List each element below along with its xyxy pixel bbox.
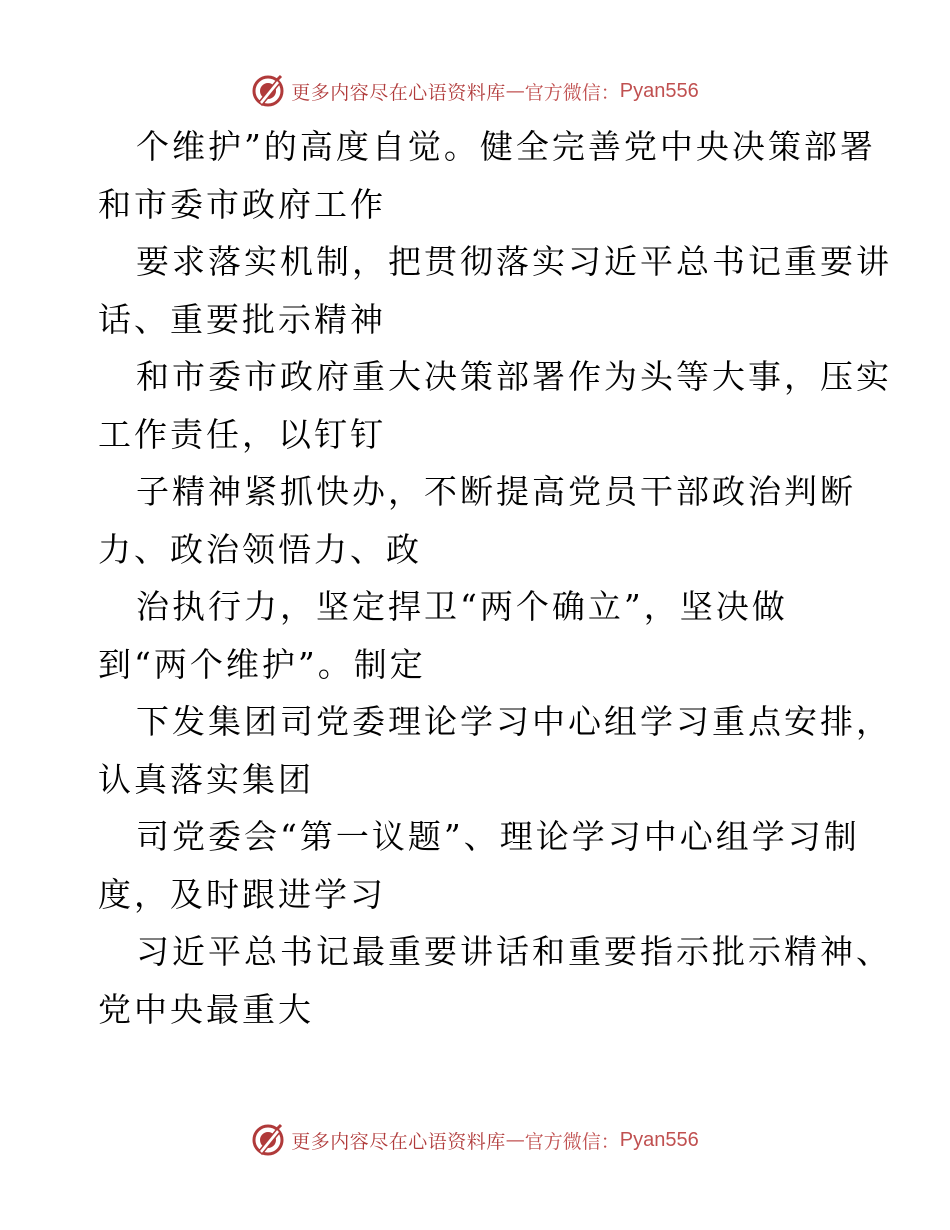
watermark-main-text: 更多内容尽在心语资料库 — [291, 1130, 506, 1153]
pen-logo-icon — [251, 1123, 285, 1157]
text-line: 要求落实机制，把贯彻落实习近平总书记重要讲 — [136, 242, 892, 281]
footer-watermark — [0, 1120, 950, 1160]
text-line: 话、重要批示精神 — [98, 299, 386, 339]
text-line: 司党委会“第一议题”、理论学习中心组学习制 — [136, 817, 860, 856]
text-line: 认真落实集团 — [98, 759, 314, 799]
watermark-wechat-id: Pyan556 — [619, 1128, 699, 1151]
text-line: 力、政治领悟力、政 — [98, 529, 422, 569]
text-line: 下发集团司党委理论学习中心组学习重点安排， — [136, 702, 892, 741]
watermark-main-text: 更多内容尽在心语资料库 — [291, 81, 506, 104]
text-line: 到“两个维护”。制定 — [98, 644, 426, 684]
text-line: 子精神紧抓快办，不断提高党员干部政治判断 — [136, 472, 856, 511]
watermark-dash: — — [505, 1129, 525, 1151]
text-line: 和市委市政府工作 — [98, 184, 386, 224]
watermark-dash: — — [505, 80, 525, 102]
watermark-wechat-id: Pyan556 — [619, 79, 699, 102]
watermark-label: 官方微信： — [524, 1130, 620, 1153]
watermark-label: 官方微信： — [524, 81, 620, 104]
text-line: 度，及时跟进学习 — [98, 874, 386, 914]
text-line: 习近平总书记最重要讲话和重要指示批示精神、 — [136, 932, 892, 971]
text-line: 和市委市政府重大决策部署作为头等大事，压实 — [136, 357, 892, 396]
text-line: 治执行力，坚定捍卫“两个确立”，坚决做 — [136, 587, 788, 626]
header-watermark — [0, 71, 950, 111]
pen-logo-icon — [251, 74, 285, 108]
text-line: 党中央最重大 — [98, 989, 314, 1029]
document-body — [98, 118, 892, 1038]
text-line: 个维护”的高度自觉。健全完善党中央决策部署 — [136, 127, 876, 166]
text-line: 工作责任，以钉钉 — [98, 414, 386, 454]
